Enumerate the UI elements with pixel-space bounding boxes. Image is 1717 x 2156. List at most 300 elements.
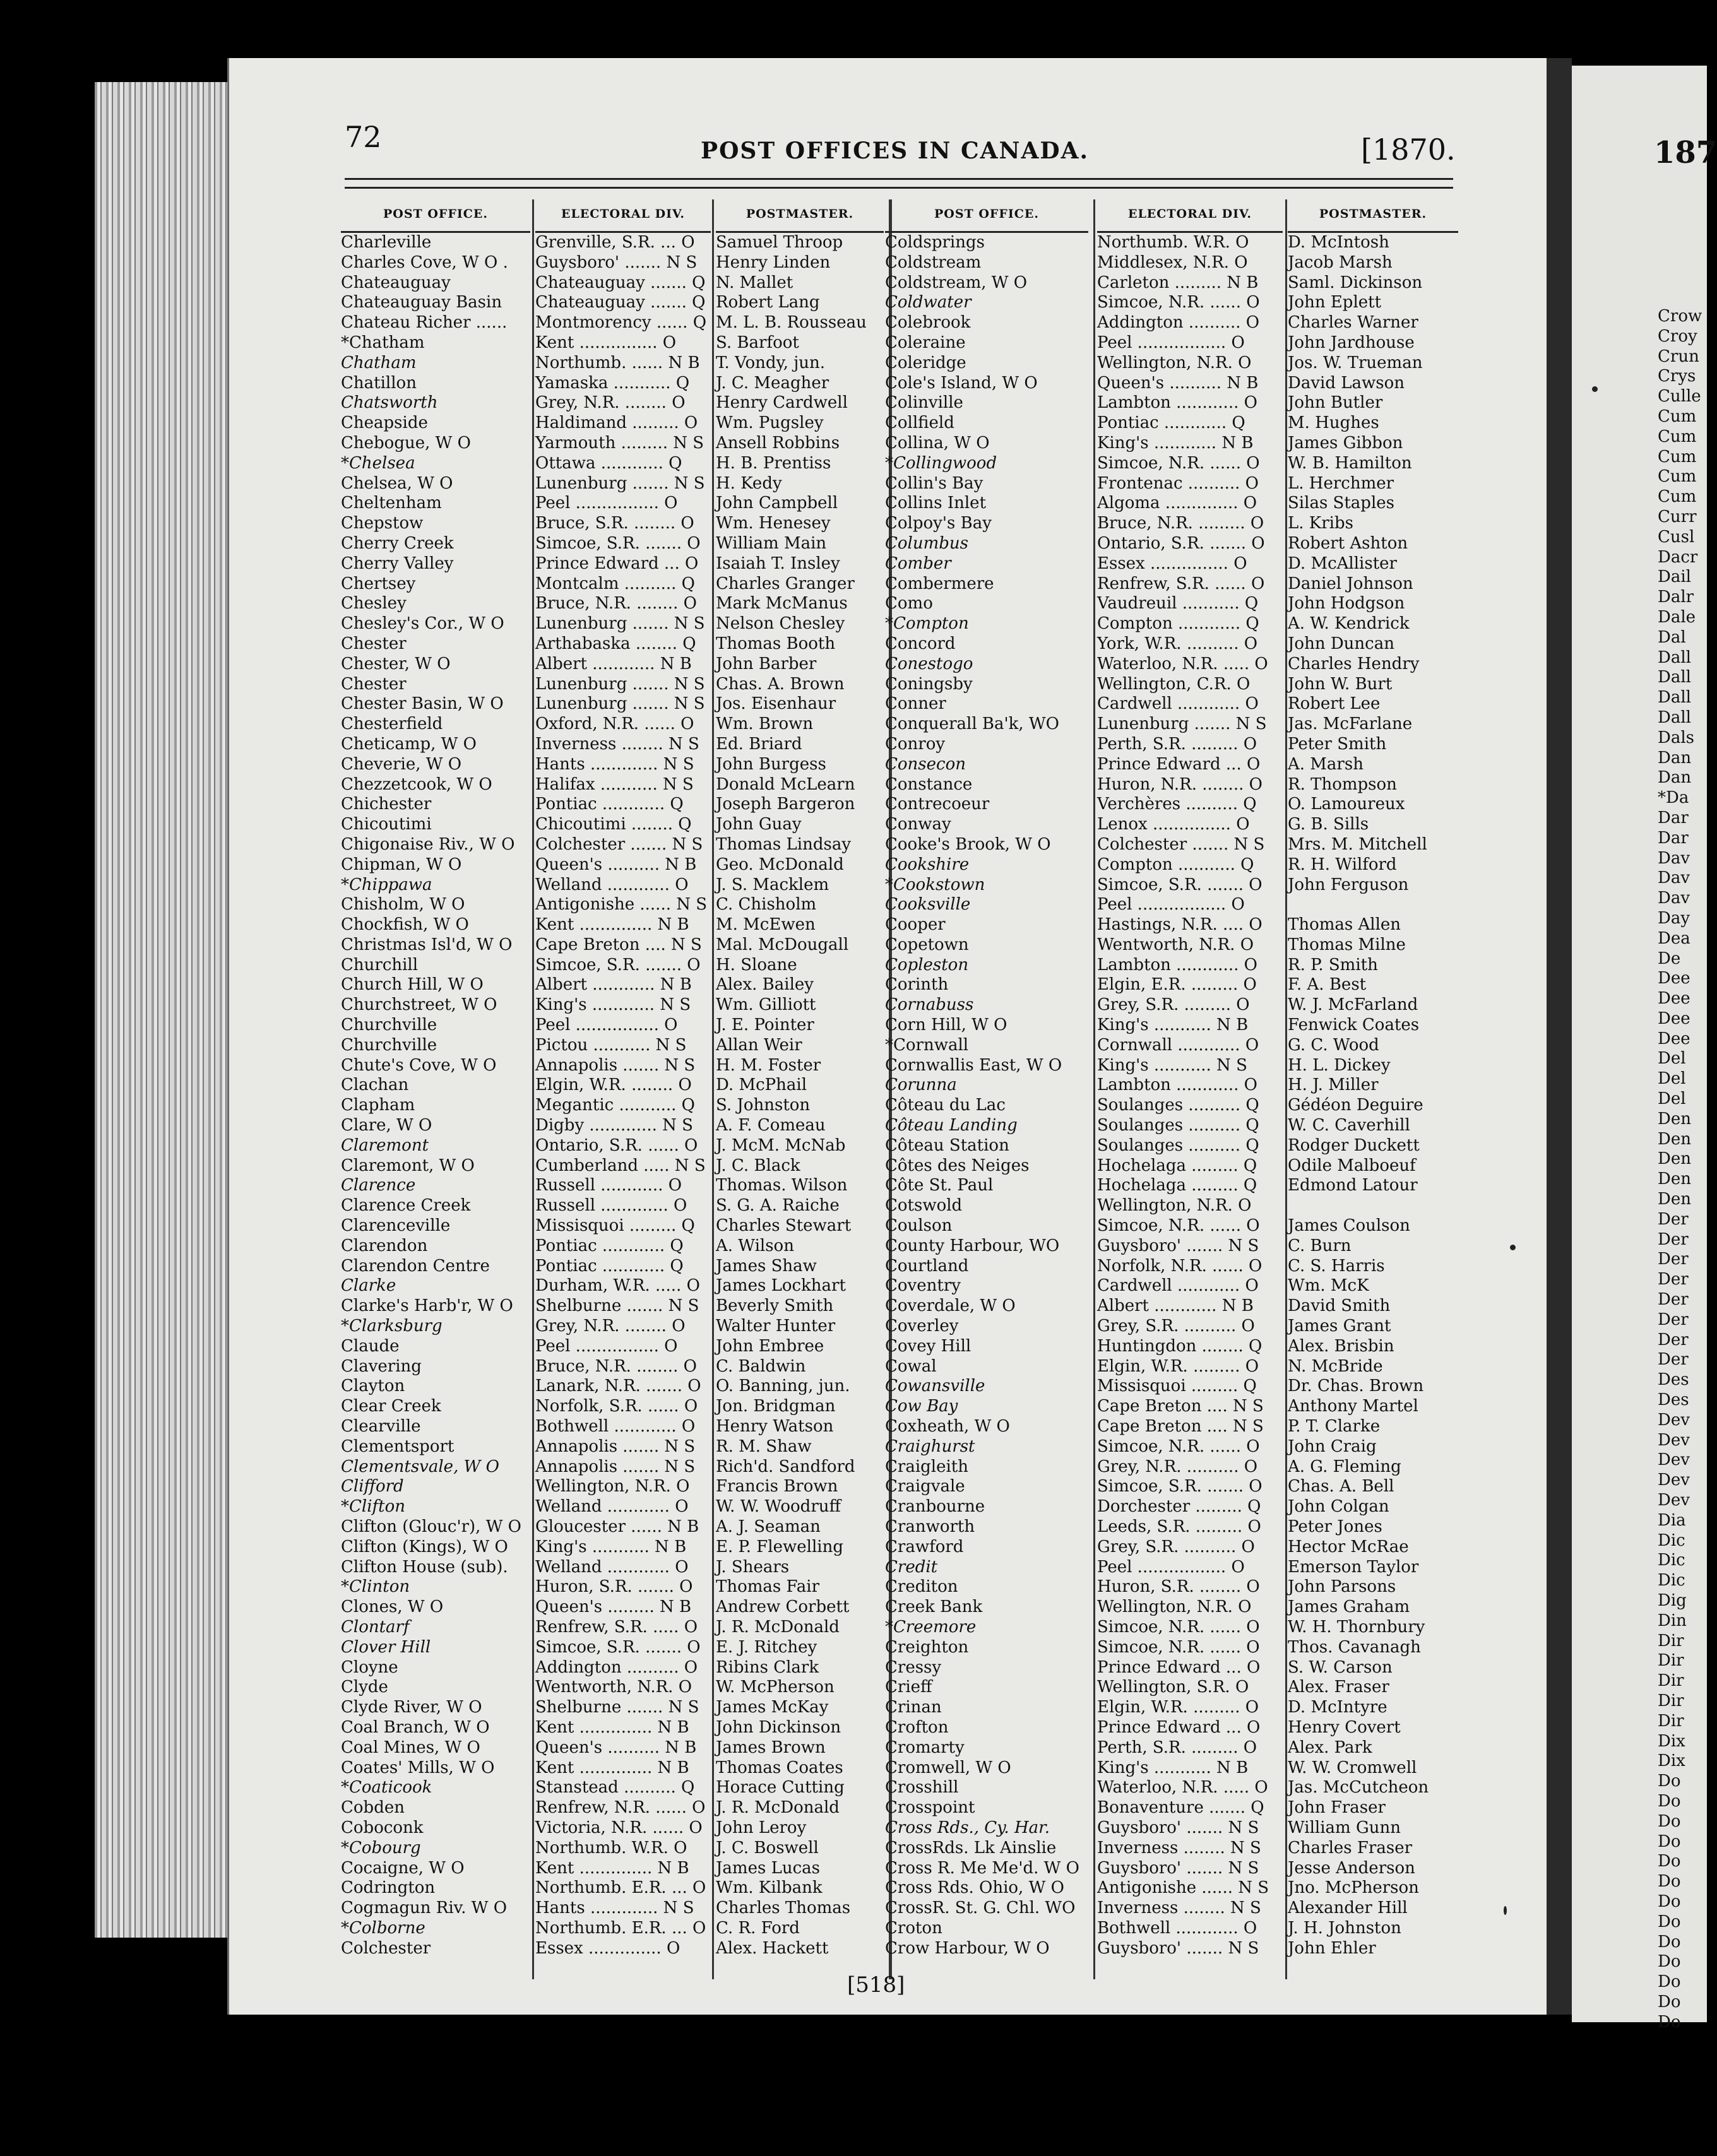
post-office-entry: *Chelsea (341, 453, 415, 473)
postmaster-entry: J. R. McDonald (716, 1798, 840, 1818)
electoral-division-entry: Bruce, N.R. ........ O (535, 594, 697, 613)
post-office-entry: *Cookstown (885, 875, 985, 894)
electoral-division-entry: Grey, N.R. ........ O (535, 393, 686, 413)
next-page-fragment: Dev (1658, 1450, 1690, 1470)
electoral-division-entry: Simcoe, N.R. ...... O (1097, 293, 1260, 312)
post-office-entry: Colinville (885, 393, 963, 413)
postmaster-entry: John Eplett (1288, 293, 1382, 312)
electoral-division-entry: Bruce, S.R. ........ O (535, 514, 694, 533)
electoral-division-entry: Megantic ........... Q (535, 1096, 695, 1115)
electoral-division-entry: Lunenburg ....... N S (535, 694, 705, 714)
electoral-division-entry: Grey, S.R. .......... O (1097, 1537, 1255, 1556)
post-office-entry: Cloyne (341, 1657, 398, 1677)
postmaster-entry: John Leroy (716, 1818, 807, 1837)
electoral-division-entry: Northumb. E.R. ... O (535, 1878, 706, 1898)
postmaster-entry: Peter Jones (1288, 1517, 1382, 1536)
post-office-entry: Chigonaise Riv., W O (341, 834, 515, 854)
postmaster-entry: Alex. Hackett (716, 1938, 829, 1958)
ink-speck (1592, 386, 1598, 392)
postmaster-entry: Henry Watson (716, 1417, 834, 1436)
next-page-fragment: Dee (1658, 1029, 1690, 1048)
postmaster-entry: Edmond Latour (1288, 1176, 1418, 1195)
electoral-division-entry: Wellington, N.R. O (535, 1477, 690, 1496)
post-office-entry: Cherry Creek (341, 533, 454, 553)
postmaster-entry (1288, 1196, 1458, 1216)
next-page-fragment: Crun (1658, 346, 1699, 366)
post-office-entry: Chatham (341, 353, 417, 372)
post-office-entry: Crieff (885, 1678, 932, 1697)
next-page-fragment: Dav (1658, 848, 1690, 868)
postmaster-entry: S. Barfoot (716, 333, 799, 352)
electoral-division-entry: Russell ............ O (535, 1176, 682, 1195)
postmaster-entry: Rich'd. Sandford (716, 1457, 855, 1476)
electoral-division-entry: Verchères .......... Q (1097, 795, 1257, 814)
post-office-entry: Clayton (341, 1377, 405, 1396)
next-page-fragment: Den (1658, 1149, 1691, 1169)
postmaster-entry: Wm. Henesey (716, 514, 831, 533)
postmaster-entry: Charles Fraser (1288, 1838, 1413, 1857)
electoral-division-entry: Ontario, S.R. ....... O (1097, 533, 1265, 553)
postmaster-entry: C. Baldwin (716, 1356, 806, 1376)
postmaster-entry: Francis Brown (716, 1477, 838, 1496)
post-office-entry: Churchville (341, 1035, 437, 1055)
electoral-division-entry: Guysboro' ....... N S (1097, 1858, 1259, 1878)
postmaster-entry: Emerson Taylor (1288, 1557, 1419, 1577)
electoral-division-entry: Lunenburg ....... N S (535, 674, 705, 694)
postmaster-entry: John Fraser (1288, 1798, 1386, 1818)
post-office-entry: Charleville (341, 233, 432, 252)
electoral-division-entry: Waterloo, N.R. ..... O (1097, 1778, 1268, 1798)
next-page-fragment: Des (1658, 1390, 1689, 1410)
electoral-division-entry: Perth, S.R. ......... O (1097, 734, 1257, 754)
postmaster-entry: Charles Warner (1288, 313, 1418, 333)
next-page-fragment: Dee (1658, 969, 1690, 988)
post-office-entry: CrossRds. Lk Ainslie (885, 1838, 1057, 1857)
electoral-division-entry: Bruce, N.R. ........ O (535, 1356, 697, 1376)
post-office-entry: Clear Creek (341, 1397, 441, 1416)
next-page-fragment: Dals (1658, 728, 1695, 747)
electoral-division-entry: Huntingdon ........ Q (1097, 1336, 1262, 1356)
postmaster-entry: Joseph Bargeron (716, 795, 855, 814)
next-page-fragment: Dal (1658, 627, 1686, 647)
next-page-fragment: Dav (1658, 868, 1690, 888)
electoral-division-entry: Lunenburg ....... N S (1097, 714, 1267, 734)
postmaster-entry: James Shaw (716, 1256, 817, 1276)
electoral-division-entry: Antigonishe ...... N S (535, 895, 708, 915)
electoral-division-entry: Renfrew, S.R. ..... O (535, 1617, 698, 1637)
next-page-fragment: Dacr (1658, 547, 1698, 567)
post-office-entry: Chicoutimi (341, 815, 432, 834)
post-office-entry: Chisholm, W O (341, 895, 465, 915)
left-postmaster-column (716, 199, 884, 1959)
postmaster-entry: Alexander Hill (1288, 1898, 1408, 1918)
postmaster-entry: W. B. Hamilton (1288, 453, 1412, 473)
postmaster-entry: Wm. Kilbank (716, 1878, 823, 1898)
electoral-division-entry: Cornwall ............ O (1097, 1035, 1259, 1055)
electoral-division-entry: Pictou ........... N S (535, 1035, 687, 1055)
electoral-division-entry: Oxford, N.R. ...... O (535, 714, 694, 734)
postmaster-entry: John Butler (1288, 393, 1383, 413)
postmaster-entry: John Hodgson (1288, 594, 1405, 613)
next-page-fragment: De (1658, 949, 1681, 968)
postmaster-entry: John Craig (1288, 1436, 1377, 1456)
electoral-division-entry: Renfrew, N.R. ...... O (535, 1798, 706, 1818)
next-page-fragment: Del (1658, 1049, 1686, 1069)
next-page-fragment: Dee (1658, 1009, 1690, 1028)
postmaster-entry: Chas. A. Brown (716, 674, 845, 694)
postmaster-entry: Henry Linden (716, 252, 831, 272)
postmaster-entry: M. L. B. Rousseau (716, 313, 867, 333)
right-post-office-column (885, 199, 1088, 1959)
postmaster-entry: S. W. Carson (1288, 1657, 1393, 1677)
postmaster-entry: Mrs. M. Mitchell (1288, 834, 1427, 854)
postmaster-entry: W. McPherson (716, 1678, 835, 1697)
postmaster-entry: Jno. McPherson (1288, 1878, 1419, 1898)
post-office-entry: Christmas Isl'd, W O (341, 935, 513, 954)
electoral-division-entry: Peel ................ O (535, 1336, 678, 1356)
postmaster-entry: Charles Hendry (1288, 654, 1420, 673)
postmaster-entry: Hector McRae (1288, 1537, 1409, 1556)
electoral-division-entry: Addington .......... O (535, 1657, 698, 1677)
post-office-entry: Clavering (341, 1356, 422, 1376)
post-office-entry: Columbus (885, 533, 968, 553)
electoral-division-entry: Cardwell ............ O (1097, 694, 1259, 714)
electoral-division-entry: Algoma .............. O (1097, 494, 1257, 513)
postmaster-entry: Andrew Corbett (716, 1597, 850, 1617)
electoral-division-entry: Hants ............. N S (535, 1898, 694, 1918)
post-office-entry: Chezzetcook, W O (341, 774, 492, 794)
post-office-entry: Courtland (885, 1256, 969, 1276)
right-electoral-column (1097, 199, 1283, 1959)
post-office-entry: Cromarty (885, 1738, 965, 1757)
postmaster-entry: James Lucas (716, 1858, 820, 1878)
postmaster-entry: Silas Staples (1288, 494, 1394, 513)
next-page-fragment: Dan (1658, 768, 1692, 788)
next-page-fragment: Dir (1658, 1631, 1684, 1650)
postmaster-entry: Nelson Chesley (716, 614, 845, 634)
postmaster-entry: R. H. Wilford (1288, 855, 1397, 874)
post-office-entry: Clifton (Glouc'r), W O (341, 1517, 521, 1536)
postmaster-entry: Jos. W. Trueman (1288, 353, 1423, 372)
post-office-entry: Clifford (341, 1477, 404, 1496)
postmaster-entry: Walter Hunter (716, 1317, 836, 1336)
post-office-entry: Chester, W O (341, 654, 451, 673)
electoral-division-entry: York, W.R. .......... O (1097, 634, 1258, 653)
postmaster-entry: James Gibbon (1288, 433, 1403, 453)
post-office-entry: Combermere (885, 574, 994, 593)
next-page-fragment: Des (1658, 1370, 1689, 1390)
post-office-entry: Coldstream (885, 252, 982, 272)
postmaster-entry: R. M. Shaw (716, 1436, 812, 1456)
postmaster-entry: James McKay (716, 1698, 829, 1717)
next-page-fragment: Der (1658, 1229, 1689, 1249)
post-office-entry: Chester (341, 634, 407, 653)
next-page-fragment: Do (1658, 1932, 1681, 1952)
post-office-entry: Coleridge (885, 353, 966, 372)
next-page-fragment: Dall (1658, 668, 1691, 687)
postmaster-entry: T. Vondy, jun. (716, 353, 826, 372)
postmaster-entry (1288, 895, 1458, 915)
electoral-division-entry: Lenox ............... O (1097, 815, 1250, 834)
column-header-electoral-div: ELECTORAL DIV. (1097, 199, 1283, 233)
postmaster-entry: John Barber (716, 654, 817, 673)
post-office-entry: Cogmagun Riv. W O (341, 1898, 508, 1918)
postmaster-entry: H. M. Foster (716, 1055, 821, 1075)
postmaster-entry: J. E. Pointer (716, 1016, 814, 1035)
electoral-division-entry: Ottawa ............ Q (535, 453, 682, 473)
postmaster-entry: A. F. Comeau (716, 1116, 826, 1135)
post-office-entry: Clontarf (341, 1617, 410, 1637)
post-office-entry: Cow Bay (885, 1397, 958, 1416)
postmaster-entry: James Lockhart (716, 1276, 846, 1296)
postmaster-entry: Alex. Bailey (716, 975, 814, 995)
post-office-entry: Corn Hill, W O (885, 1016, 1007, 1035)
postmaster-entry: Jacob Marsh (1288, 252, 1393, 272)
post-office-entry: Chockfish, W O (341, 915, 469, 935)
electoral-division-entry: Grey, S.R. .......... O (1097, 1317, 1255, 1336)
postmaster-entry: James Coulson (1288, 1216, 1410, 1236)
post-office-entry: Clarence Creek (341, 1196, 471, 1216)
post-office-entry: Clarence (341, 1176, 416, 1195)
postmaster-entry: A. J. Seaman (716, 1517, 821, 1536)
post-office-entry: Côteau Station (885, 1135, 1009, 1155)
electoral-division-entry: Lambton ............ O (1097, 393, 1257, 413)
post-office-entry: Cocaigne, W O (341, 1858, 465, 1878)
post-office-entry: Côtes des Neiges (885, 1156, 1030, 1175)
left-post-office-column (341, 199, 530, 1959)
post-office-entry: Crosspoint (885, 1798, 975, 1818)
column-divider (532, 199, 534, 1979)
post-office-entry: Clarenceville (341, 1216, 451, 1236)
post-office-entry: Conquerall Ba'k, WO (885, 714, 1059, 734)
post-office-entry: Cranworth (885, 1517, 975, 1536)
electoral-division-entry: Leeds, S.R. ......... O (1097, 1517, 1261, 1536)
electoral-division-entry: Lunenburg ....... N S (535, 473, 705, 493)
postmaster-entry: Gédéon Deguire (1288, 1096, 1423, 1115)
post-office-entry: Clifton House (sub). (341, 1557, 508, 1577)
postmaster-entry: Ansell Robbins (716, 433, 840, 453)
electoral-division-entry: Montcalm .......... Q (535, 574, 695, 593)
postmaster-entry: J. R. McDonald (716, 1617, 840, 1637)
electoral-division-entry: Kent .............. N B (535, 1717, 689, 1737)
electoral-division-entry: Gloucester ...... N B (535, 1517, 699, 1536)
electoral-division-entry: Frontenac .......... O (1097, 473, 1259, 493)
post-office-entry: Chateau Richer ...... (341, 313, 508, 333)
electoral-division-entry: Simcoe, N.R. ...... O (1097, 1436, 1260, 1456)
post-office-entry: Cheverie, W O (341, 754, 462, 774)
post-office-entry: Clover Hill (341, 1637, 431, 1657)
post-office-entry: Conestogo (885, 654, 973, 673)
postmaster-entry: Jos. Eisenhaur (716, 694, 836, 714)
electoral-division-entry: Haldimand ......... O (535, 413, 698, 433)
post-office-entry: Crinan (885, 1698, 942, 1717)
post-office-entry: Coboconk (341, 1818, 424, 1837)
next-page-fragment: Cum (1658, 406, 1697, 426)
next-page-fragment: Cum (1658, 467, 1697, 487)
postmaster-entry: Thomas. Wilson (716, 1176, 848, 1195)
post-office-entry: Chesterfield (341, 714, 443, 734)
post-office-entry: Chatillon (341, 373, 417, 393)
post-office-entry: Clachan (341, 1075, 409, 1095)
post-office-entry: Collin's Bay (885, 473, 983, 493)
postmaster-entry: Wm. Pugsley (716, 413, 824, 433)
post-office-entry: Claude (341, 1336, 400, 1356)
post-office-entry: Clarendon (341, 1236, 428, 1255)
electoral-division-entry: Norfolk, N.R. ...... O (1097, 1256, 1262, 1276)
post-office-entry: Cooke's Brook, W O (885, 834, 1051, 854)
next-page-fragment: Der (1658, 1250, 1689, 1269)
electoral-division-entry: Compton ............ Q (1097, 614, 1259, 634)
post-office-entry: Chertsey (341, 574, 416, 593)
postmaster-entry: J. C. Black (716, 1156, 800, 1175)
next-page-fragment: Den (1658, 1190, 1691, 1209)
column-header-postmaster: POSTMASTER. (1288, 199, 1458, 233)
post-office-entry: *Cobourg (341, 1838, 421, 1857)
post-office-entry: Clementsvale, W O (341, 1457, 499, 1476)
electoral-division-entry: Welland ............ O (535, 1497, 689, 1517)
next-page-fragment: Dar (1658, 828, 1689, 848)
postmaster-entry: A. W. Kendrick (1288, 614, 1410, 634)
post-office-entry: Copleston (885, 955, 969, 974)
next-page-fragment: Day (1658, 908, 1690, 928)
next-page-fragment: Dalr (1658, 588, 1694, 607)
post-office-entry: Coleraine (885, 333, 966, 352)
electoral-division-entry: Chicoutimi ........ Q (535, 815, 692, 834)
next-page-fragment: Do (1658, 2012, 1681, 2032)
electoral-division-entry: Northumb. E.R. ... O (535, 1918, 706, 1938)
next-page-fragment: Dir (1658, 1691, 1684, 1710)
electoral-division-entry: Norfolk, S.R. ...... O (535, 1397, 698, 1416)
postmaster-entry: Rodger Duckett (1288, 1135, 1420, 1155)
post-office-entry: Credit (885, 1557, 938, 1577)
electoral-division-entry: Essex .............. O (535, 1938, 680, 1958)
postmaster-entry: Mark McManus (716, 594, 848, 613)
electoral-division-entry: King's ........... N B (1097, 1016, 1249, 1035)
electoral-division-entry: Peel ................. O (1097, 895, 1245, 915)
electoral-division-entry: Soulanges .......... Q (1097, 1135, 1259, 1155)
postmaster-entry: H. L. Dickey (1288, 1055, 1391, 1075)
post-office-entry: Constance (885, 774, 973, 794)
electoral-division-entry: Wentworth, N.R. O (1097, 935, 1254, 954)
column-divider (1093, 199, 1095, 1979)
electoral-division-entry: Cape Breton .... N S (535, 935, 702, 954)
electoral-division-entry: Russell ............. O (535, 1196, 687, 1216)
postmaster-entry: J. Shears (716, 1557, 790, 1577)
postmaster-entry: John Jardhouse (1288, 333, 1415, 352)
post-office-entry: Conner (885, 694, 946, 714)
next-page-fragment: Der (1658, 1209, 1689, 1229)
post-office-entry: *Collingwood (885, 453, 997, 473)
post-office-entry: *Colborne (341, 1918, 425, 1938)
post-office-entry: Coal Branch, W O (341, 1717, 490, 1737)
post-office-entry: Copetown (885, 935, 969, 954)
postmaster-entry: E. J. Ritchey (716, 1637, 817, 1657)
electoral-division-entry: Bruce, N.R. ......... O (1097, 514, 1264, 533)
postmaster-entry: John Ehler (1288, 1938, 1376, 1958)
next-page-fragment: Dev (1658, 1430, 1690, 1450)
electoral-division-entry: Wellington, S.R. O (1097, 1678, 1249, 1697)
postmaster-entry: Chas. A. Bell (1288, 1477, 1394, 1496)
postmaster-entry: Fenwick Coates (1288, 1016, 1420, 1035)
next-page-fragment: Do (1658, 1972, 1681, 1992)
electoral-division-entry: Annapolis ....... N S (535, 1055, 696, 1075)
electoral-division-entry: Grey, S.R. ......... O (1097, 995, 1250, 1015)
post-office-entry: Cheapside (341, 413, 428, 433)
electoral-division-entry: Shelburne ....... N S (535, 1296, 699, 1316)
post-office-entry: Contrecoeur (885, 795, 990, 814)
post-office-entry: *Chatham (341, 333, 425, 352)
postmaster-entry: John Duncan (1288, 634, 1394, 653)
electoral-division-entry: Digby ............. N S (535, 1116, 693, 1135)
post-office-entry: Coverdale, W O (885, 1296, 1016, 1316)
postmaster-entry: Thomas Lindsay (716, 834, 852, 854)
post-office-entry: Cornabuss (885, 995, 974, 1015)
postmaster-entry: Ed. Briard (716, 734, 802, 754)
ink-speck (1510, 1245, 1516, 1250)
postmaster-entry: H. B. Prentiss (716, 453, 831, 473)
next-page-fragment: Do (1658, 1952, 1681, 1972)
postmaster-entry: H. Kedy (716, 473, 782, 493)
postmaster-entry: Charles Granger (716, 574, 855, 593)
electoral-division-entry: Inverness ........ N S (535, 734, 699, 754)
electoral-division-entry: Compton ........... Q (1097, 855, 1254, 874)
electoral-division-entry: Lambton ............ O (1097, 1075, 1257, 1095)
postmaster-entry: Ribins Clark (716, 1657, 819, 1677)
title-rule (345, 178, 1453, 180)
electoral-division-entry: Simcoe, N.R. ...... O (1097, 1617, 1260, 1637)
book-gutter (1547, 58, 1572, 2015)
postmaster-entry: Thomas Coates (716, 1758, 843, 1777)
postmaster-entry: J. C. Boswell (716, 1838, 819, 1857)
post-office-entry: Craigvale (885, 1477, 965, 1496)
electoral-division-entry: Dorchester ......... Q (1097, 1497, 1261, 1517)
electoral-division-entry: Wellington, N.R. O (1097, 1597, 1252, 1617)
post-office-entry: Crediton (885, 1577, 958, 1597)
next-page-fragment: Do (1658, 1772, 1681, 1791)
postmaster-entry: A. G. Fleming (1288, 1457, 1401, 1476)
post-office-entry: Conroy (885, 734, 946, 754)
postmaster-entry: H. J. Miller (1288, 1075, 1379, 1095)
postmaster-entry: H. Sloane (716, 955, 797, 974)
electoral-division-entry: Guysboro' ....... N S (1097, 1236, 1259, 1255)
postmaster-entry: R. P. Smith (1288, 955, 1378, 974)
postmaster-entry: P. T. Clarke (1288, 1417, 1381, 1436)
electoral-division-entry: Cumberland ..... N S (535, 1156, 706, 1175)
postmaster-entry: Charles Thomas (716, 1898, 851, 1918)
postmaster-entry: Dr. Chas. Brown (1288, 1377, 1424, 1396)
title-rule-double (345, 187, 1453, 189)
postmaster-entry: L. Kribs (1288, 514, 1353, 533)
post-office-entry: Cotswold (885, 1196, 963, 1216)
post-office-entry: Cross R. Me Me'd. W O (885, 1858, 1079, 1878)
post-office-entry: Côteau du Lac (885, 1096, 1006, 1115)
electoral-division-entry: Welland ............ O (535, 1557, 689, 1577)
electoral-division-entry: Guysboro' ....... N S (535, 252, 698, 272)
postmaster-entry: David Smith (1288, 1296, 1391, 1316)
electoral-division-entry: Cardwell ............ O (1097, 1276, 1259, 1296)
electoral-division-entry: Cape Breton .... N S (1097, 1397, 1264, 1416)
post-office-entry: Chesley (341, 594, 407, 613)
postmaster-entry: N. Mallet (716, 273, 793, 292)
electoral-division-entry: Carleton ......... N B (1097, 273, 1259, 292)
electoral-division-entry: Prince Edward ... O (535, 554, 699, 573)
next-page-fragment: Do (1658, 1791, 1681, 1811)
electoral-division-entry: Northumb. W.R. O (1097, 233, 1249, 252)
post-office-entry: Chelsea, W O (341, 473, 453, 493)
postmaster-entry: James Graham (1288, 1597, 1410, 1617)
left-postmaster-list (716, 233, 884, 1959)
next-page-fragments (1658, 307, 1702, 2033)
